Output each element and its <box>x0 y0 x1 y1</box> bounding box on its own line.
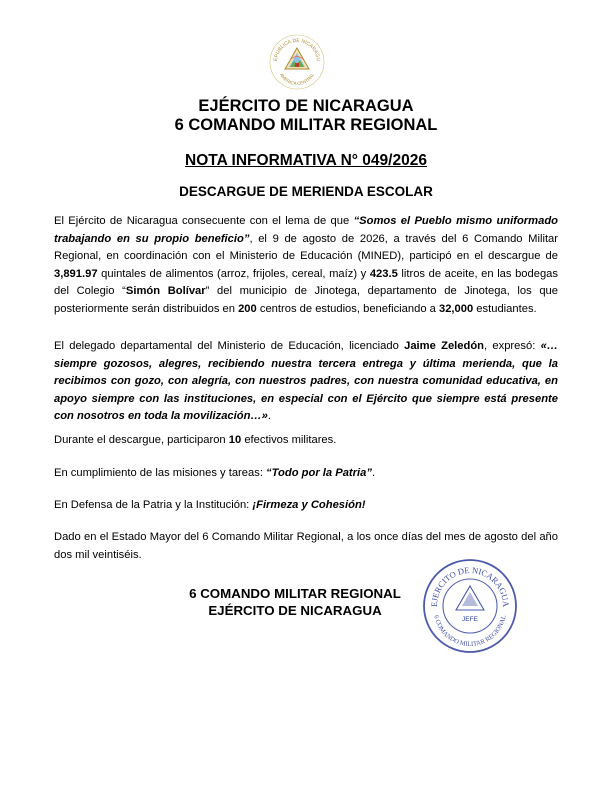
org-title-line2: 6 COMANDO MILITAR REGIONAL <box>174 116 438 134</box>
seal-center-text: JEFE <box>462 616 478 623</box>
centros-value: 200 <box>238 302 257 315</box>
estudiantes-value: 32,000 <box>438 302 474 315</box>
paragraph-dated: Dado en el Estado Mayor del 6 Comando Militar Regional, a los once días del mes de agosto del año dos mil veintiséis. <box>54 531 558 561</box>
delegate-name: Jaime Zeledón <box>404 340 484 352</box>
mission-motto: “Todo por la Patria” <box>266 467 372 479</box>
subject-heading: DESCARGUE DE MERIENDA ESCOLAR <box>179 184 433 199</box>
nota-title: NOTA INFORMATIVA N° 049/2026 <box>185 152 427 169</box>
signature-line1: 6 COMANDO MILITAR REGIONAL <box>189 586 401 601</box>
signature-line2: EJÉRCITO DE NICARAGUA <box>208 603 382 618</box>
paragraph-quote: El delegado departamental del Ministerio de Educación, licenciado Jaime Zeledón, expresó: «…siempre gozosos, alegres, recibiendo nuestra tercera entrega y última merienda, que la recibimos con gozo, con alegría, con nuestros padres, con nuestra comunidad educativa, en apoyo siempre con las instituciones, en especial con el Ejército que siempre está presente con nosotros en toda la movilización…». <box>54 340 558 422</box>
paragraph-defense: En Defensa de la Patria y la Institución: ¡Firmeza y Cohesión! <box>54 499 366 511</box>
seal-top-text: EJERCITO DE NICARAGUA <box>428 564 512 608</box>
paragraph-participants: Durante el descargue, participaron 10 efectivos militares. <box>54 434 337 446</box>
emblem-top-text: EPUBLICA DE NICARAGU <box>272 37 322 62</box>
delegate-quote: «…siempre gozosos, alegres, recibiendo nuestra tercera entrega y última merienda, que la recibimos con gozo, con alegría, con nuestros padres, con nuestra comunidad educativa, en apoyo siempre con las instituciones, en especial con el Ejército que siempre está presente con nosotros en toda la movilización…» <box>54 340 558 422</box>
official-seal-icon <box>422 558 518 654</box>
seal-bottom-text: 6 COMANDO MILITAR REGIONAL <box>432 614 508 649</box>
defense-motto: ¡Firmeza y Cohesión! <box>252 499 366 511</box>
paragraph-intro: El Ejército de Nicaragua consecuente con el lema de que “Somos el Pueblo mismo uniformado trabajando en su propio beneficio”, el 9 de agosto de 2026, a través del 6 Comando Militar Regional, en coordinación con el Ministerio de Educación (MINED), participó en el descargue de 3,891.97 quintales de alimentos (arroz, frijoles, cereal, maíz) y 423.5 litros de aceite, en las bodegas del Colegio “Simón Bolívar” del municipio de Jinotega, departamento de Jinotega, los que posteriormente serán distribuidos en 200 centros de estudios, beneficiando a 32,000 estudiantes. <box>54 215 559 315</box>
slogan-text: “Somos el Pueblo mismo uniformado trabajando en su propio beneficio” <box>54 215 558 245</box>
svg-text:AMERICA CENTRAL <box>279 72 315 86</box>
nicaragua-coat-of-arms-icon <box>268 33 326 91</box>
quintales-value: 3,891.97 <box>54 267 98 280</box>
org-title-line1: EJÉRCITO DE NICARAGUA <box>198 97 414 115</box>
paragraph-mission: En cumplimiento de las misiones y tareas: “Todo por la Patria”. <box>54 467 376 479</box>
emblem-bottom-text: AMERICA CENTRAL <box>278 72 316 87</box>
efectivos-value: 10 <box>228 434 242 446</box>
litros-value: 423.5 <box>369 267 398 280</box>
colegio-name: Simón Bolívar <box>125 285 206 297</box>
